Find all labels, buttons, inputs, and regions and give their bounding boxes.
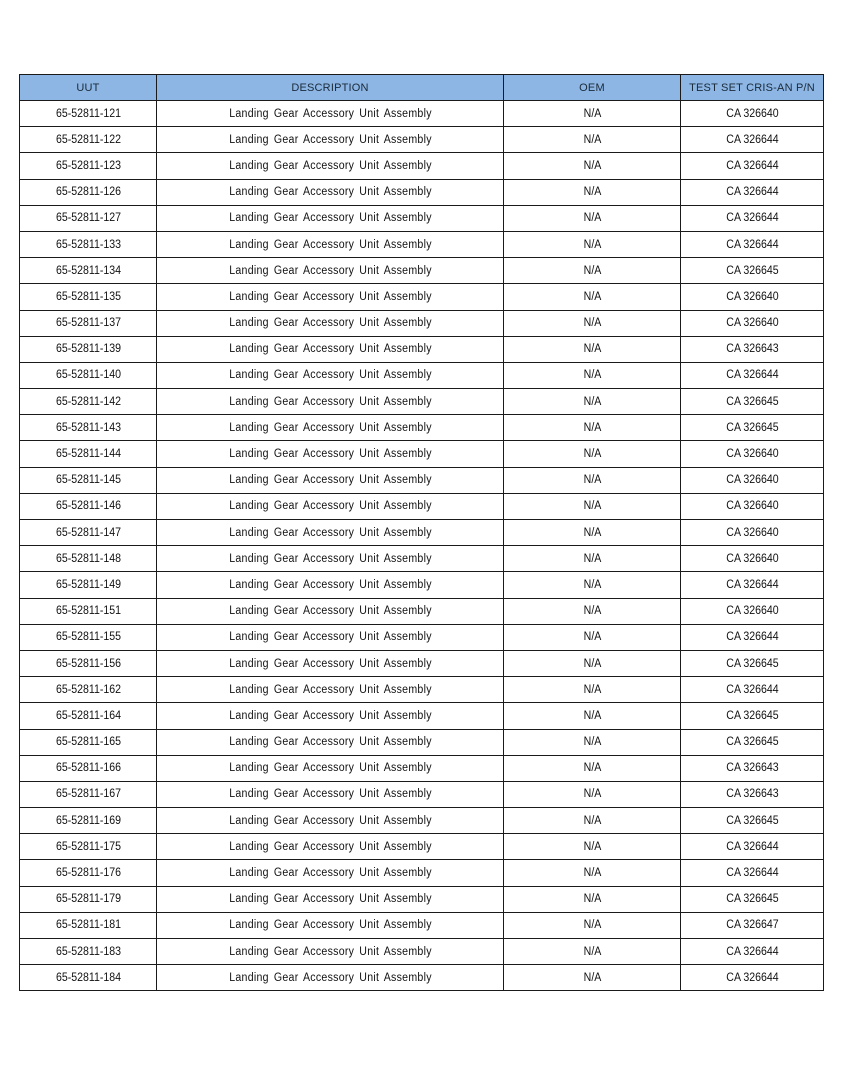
cell-oem: N/A [511, 703, 674, 729]
description-text: Landing Gear Accessory Unit Assembly [228, 395, 432, 408]
description-text: Landing Gear Accessory Unit Assembly [228, 736, 432, 749]
cell-uut: 65-52811-137 [25, 310, 151, 336]
cell-uut: 65-52811-148 [25, 546, 151, 572]
cell-description [170, 781, 489, 807]
cell-description [170, 546, 489, 572]
cell-uut: 65-52811-176 [25, 860, 151, 886]
cell-description [170, 101, 489, 127]
description-text: Landing Gear Accessory Unit Assembly [228, 919, 432, 932]
cell-test-set: CA 326643 [686, 755, 818, 781]
cell-uut: 65-52811-142 [25, 389, 151, 415]
cell-description [170, 336, 489, 362]
cell-uut: 65-52811-162 [25, 677, 151, 703]
description-text: Landing Gear Accessory Unit Assembly [228, 945, 432, 958]
cell-oem: N/A [511, 729, 674, 755]
cell-oem: N/A [511, 650, 674, 676]
cell-test-set: CA 326640 [686, 284, 818, 310]
description-text: Landing Gear Accessory Unit Assembly [228, 159, 432, 172]
description-text: Landing Gear Accessory Unit Assembly [228, 448, 432, 461]
cell-test-set: CA 326644 [686, 939, 818, 965]
table-row [20, 965, 824, 991]
cell-test-set: CA 326640 [686, 546, 818, 572]
table-row [20, 362, 824, 388]
table-row [20, 546, 824, 572]
cell-test-set: CA 326644 [686, 153, 818, 179]
cell-test-set: CA 326640 [686, 493, 818, 519]
cell-test-set: CA 326640 [686, 598, 818, 624]
cell-description [170, 179, 489, 205]
cell-oem: N/A [511, 520, 674, 546]
table-row [20, 389, 824, 415]
description-text: Landing Gear Accessory Unit Assembly [228, 474, 432, 487]
cell-test-set: CA 326645 [686, 389, 818, 415]
cell-test-set: CA 326645 [686, 258, 818, 284]
table-row [20, 886, 824, 912]
header-description: DESCRIPTION [157, 75, 504, 101]
cell-oem: N/A [511, 284, 674, 310]
cell-description [170, 205, 489, 231]
cell-description [170, 598, 489, 624]
cell-test-set: CA 326643 [686, 336, 818, 362]
cell-oem: N/A [511, 362, 674, 388]
description-text: Landing Gear Accessory Unit Assembly [228, 107, 432, 120]
parts-table [19, 74, 824, 991]
cell-uut: 65-52811-139 [25, 336, 151, 362]
cell-description [170, 310, 489, 336]
cell-oem: N/A [511, 781, 674, 807]
cell-uut: 65-52811-166 [25, 755, 151, 781]
cell-uut: 65-52811-164 [25, 703, 151, 729]
header-test-set: TEST SET CRIS-AN P/N [681, 75, 824, 101]
table-row [20, 729, 824, 755]
cell-description [170, 834, 489, 860]
cell-oem: N/A [511, 179, 674, 205]
cell-uut: 65-52811-149 [25, 572, 151, 598]
description-text: Landing Gear Accessory Unit Assembly [228, 264, 432, 277]
table-row [20, 939, 824, 965]
cell-test-set: CA 326644 [686, 362, 818, 388]
description-text: Landing Gear Accessory Unit Assembly [228, 238, 432, 251]
description-text: Landing Gear Accessory Unit Assembly [228, 500, 432, 513]
cell-oem: N/A [511, 389, 674, 415]
table-row [20, 520, 824, 546]
cell-test-set: CA 326640 [686, 101, 818, 127]
table-row [20, 467, 824, 493]
cell-description [170, 808, 489, 834]
cell-oem: N/A [511, 258, 674, 284]
cell-description [170, 703, 489, 729]
description-text: Landing Gear Accessory Unit Assembly [228, 578, 432, 591]
cell-uut: 65-52811-133 [25, 231, 151, 257]
table-body [20, 101, 824, 991]
cell-oem: N/A [511, 598, 674, 624]
cell-description [170, 939, 489, 965]
description-text: Landing Gear Accessory Unit Assembly [228, 369, 432, 382]
cell-description [170, 127, 489, 153]
header-uut: UUT [20, 75, 157, 101]
cell-description [170, 572, 489, 598]
cell-uut: 65-52811-169 [25, 808, 151, 834]
cell-test-set: CA 326644 [686, 179, 818, 205]
cell-uut: 65-52811-145 [25, 467, 151, 493]
table-row [20, 808, 824, 834]
cell-test-set: CA 326643 [686, 781, 818, 807]
cell-uut: 65-52811-127 [25, 205, 151, 231]
cell-oem: N/A [511, 127, 674, 153]
cell-description [170, 886, 489, 912]
table-row [20, 441, 824, 467]
cell-description [170, 650, 489, 676]
table-row [20, 572, 824, 598]
cell-description [170, 755, 489, 781]
cell-uut: 65-52811-121 [25, 101, 151, 127]
cell-test-set: CA 326644 [686, 860, 818, 886]
cell-oem: N/A [511, 834, 674, 860]
cell-oem: N/A [511, 493, 674, 519]
cell-description [170, 258, 489, 284]
cell-description [170, 493, 489, 519]
cell-oem: N/A [511, 415, 674, 441]
cell-oem: N/A [511, 205, 674, 231]
cell-test-set: CA 326644 [686, 127, 818, 153]
description-text: Landing Gear Accessory Unit Assembly [228, 788, 432, 801]
table-row [20, 284, 824, 310]
table-row [20, 258, 824, 284]
cell-uut: 65-52811-147 [25, 520, 151, 546]
cell-uut: 65-52811-134 [25, 258, 151, 284]
cell-oem: N/A [511, 336, 674, 362]
table-row [20, 598, 824, 624]
cell-test-set: CA 326645 [686, 808, 818, 834]
description-text: Landing Gear Accessory Unit Assembly [228, 709, 432, 722]
cell-description [170, 389, 489, 415]
table-row [20, 205, 824, 231]
cell-uut: 65-52811-144 [25, 441, 151, 467]
table-row [20, 127, 824, 153]
cell-uut: 65-52811-155 [25, 624, 151, 650]
cell-uut: 65-52811-126 [25, 179, 151, 205]
table-row [20, 101, 824, 127]
table-row [20, 650, 824, 676]
cell-test-set: CA 326644 [686, 231, 818, 257]
description-text: Landing Gear Accessory Unit Assembly [228, 683, 432, 696]
cell-oem: N/A [511, 572, 674, 598]
description-text: Landing Gear Accessory Unit Assembly [228, 631, 432, 644]
table-row [20, 415, 824, 441]
cell-oem: N/A [511, 808, 674, 834]
cell-description [170, 231, 489, 257]
cell-test-set: CA 326644 [686, 205, 818, 231]
cell-uut: 65-52811-156 [25, 650, 151, 676]
cell-oem: N/A [511, 939, 674, 965]
cell-description [170, 860, 489, 886]
table-row [20, 755, 824, 781]
table-row [20, 860, 824, 886]
table-row [20, 231, 824, 257]
cell-uut: 65-52811-184 [25, 965, 151, 991]
cell-test-set: CA 326645 [686, 729, 818, 755]
cell-oem: N/A [511, 546, 674, 572]
table-header [20, 75, 824, 101]
table-row [20, 493, 824, 519]
cell-test-set: CA 326647 [686, 912, 818, 938]
description-text: Landing Gear Accessory Unit Assembly [228, 814, 432, 827]
table-row [20, 834, 824, 860]
cell-test-set: CA 326645 [686, 703, 818, 729]
cell-oem: N/A [511, 965, 674, 991]
cell-description [170, 415, 489, 441]
cell-uut: 65-52811-135 [25, 284, 151, 310]
cell-oem: N/A [511, 755, 674, 781]
description-text: Landing Gear Accessory Unit Assembly [228, 971, 432, 984]
cell-uut: 65-52811-179 [25, 886, 151, 912]
description-text: Landing Gear Accessory Unit Assembly [228, 212, 432, 225]
cell-oem: N/A [511, 860, 674, 886]
cell-description [170, 467, 489, 493]
table-row [20, 310, 824, 336]
cell-oem: N/A [511, 467, 674, 493]
cell-uut: 65-52811-143 [25, 415, 151, 441]
description-text: Landing Gear Accessory Unit Assembly [228, 421, 432, 434]
cell-test-set: CA 326644 [686, 572, 818, 598]
cell-description [170, 284, 489, 310]
description-text: Landing Gear Accessory Unit Assembly [228, 840, 432, 853]
cell-uut: 65-52811-165 [25, 729, 151, 755]
table-row [20, 703, 824, 729]
description-text: Landing Gear Accessory Unit Assembly [228, 526, 432, 539]
cell-description [170, 677, 489, 703]
table-row [20, 179, 824, 205]
table-row [20, 912, 824, 938]
cell-description [170, 912, 489, 938]
table-row [20, 153, 824, 179]
cell-oem: N/A [511, 677, 674, 703]
cell-test-set: CA 326644 [686, 834, 818, 860]
cell-test-set: CA 326645 [686, 415, 818, 441]
cell-uut: 65-52811-175 [25, 834, 151, 860]
cell-test-set: CA 326640 [686, 310, 818, 336]
cell-description [170, 965, 489, 991]
cell-description [170, 362, 489, 388]
cell-uut: 65-52811-167 [25, 781, 151, 807]
cell-uut: 65-52811-183 [25, 939, 151, 965]
cell-oem: N/A [511, 624, 674, 650]
cell-oem: N/A [511, 310, 674, 336]
cell-test-set: CA 326640 [686, 441, 818, 467]
description-text: Landing Gear Accessory Unit Assembly [228, 317, 432, 330]
cell-test-set: CA 326640 [686, 520, 818, 546]
cell-oem: N/A [511, 886, 674, 912]
cell-description [170, 153, 489, 179]
description-text: Landing Gear Accessory Unit Assembly [228, 605, 432, 618]
description-text: Landing Gear Accessory Unit Assembly [228, 186, 432, 199]
cell-uut: 65-52811-140 [25, 362, 151, 388]
cell-uut: 65-52811-181 [25, 912, 151, 938]
table-row [20, 624, 824, 650]
cell-oem: N/A [511, 231, 674, 257]
cell-description [170, 441, 489, 467]
cell-uut: 65-52811-146 [25, 493, 151, 519]
cell-oem: N/A [511, 101, 674, 127]
header-row [20, 75, 824, 101]
cell-uut: 65-52811-123 [25, 153, 151, 179]
table-row [20, 781, 824, 807]
cell-uut: 65-52811-122 [25, 127, 151, 153]
description-text: Landing Gear Accessory Unit Assembly [228, 290, 432, 303]
table-row [20, 677, 824, 703]
cell-test-set: CA 326645 [686, 886, 818, 912]
cell-description [170, 729, 489, 755]
description-text: Landing Gear Accessory Unit Assembly [228, 867, 432, 880]
description-text: Landing Gear Accessory Unit Assembly [228, 552, 432, 565]
description-text: Landing Gear Accessory Unit Assembly [228, 343, 432, 356]
description-text: Landing Gear Accessory Unit Assembly [228, 133, 432, 146]
cell-uut: 65-52811-151 [25, 598, 151, 624]
cell-description [170, 520, 489, 546]
cell-test-set: CA 326644 [686, 965, 818, 991]
cell-test-set: CA 326645 [686, 650, 818, 676]
cell-test-set: CA 326644 [686, 677, 818, 703]
cell-test-set: CA 326640 [686, 467, 818, 493]
description-text: Landing Gear Accessory Unit Assembly [228, 893, 432, 906]
cell-oem: N/A [511, 912, 674, 938]
cell-oem: N/A [511, 153, 674, 179]
cell-oem: N/A [511, 441, 674, 467]
cell-test-set: CA 326644 [686, 624, 818, 650]
table-row [20, 336, 824, 362]
description-text: Landing Gear Accessory Unit Assembly [228, 762, 432, 775]
description-text: Landing Gear Accessory Unit Assembly [228, 657, 432, 670]
header-oem: OEM [504, 75, 681, 101]
cell-description [170, 624, 489, 650]
